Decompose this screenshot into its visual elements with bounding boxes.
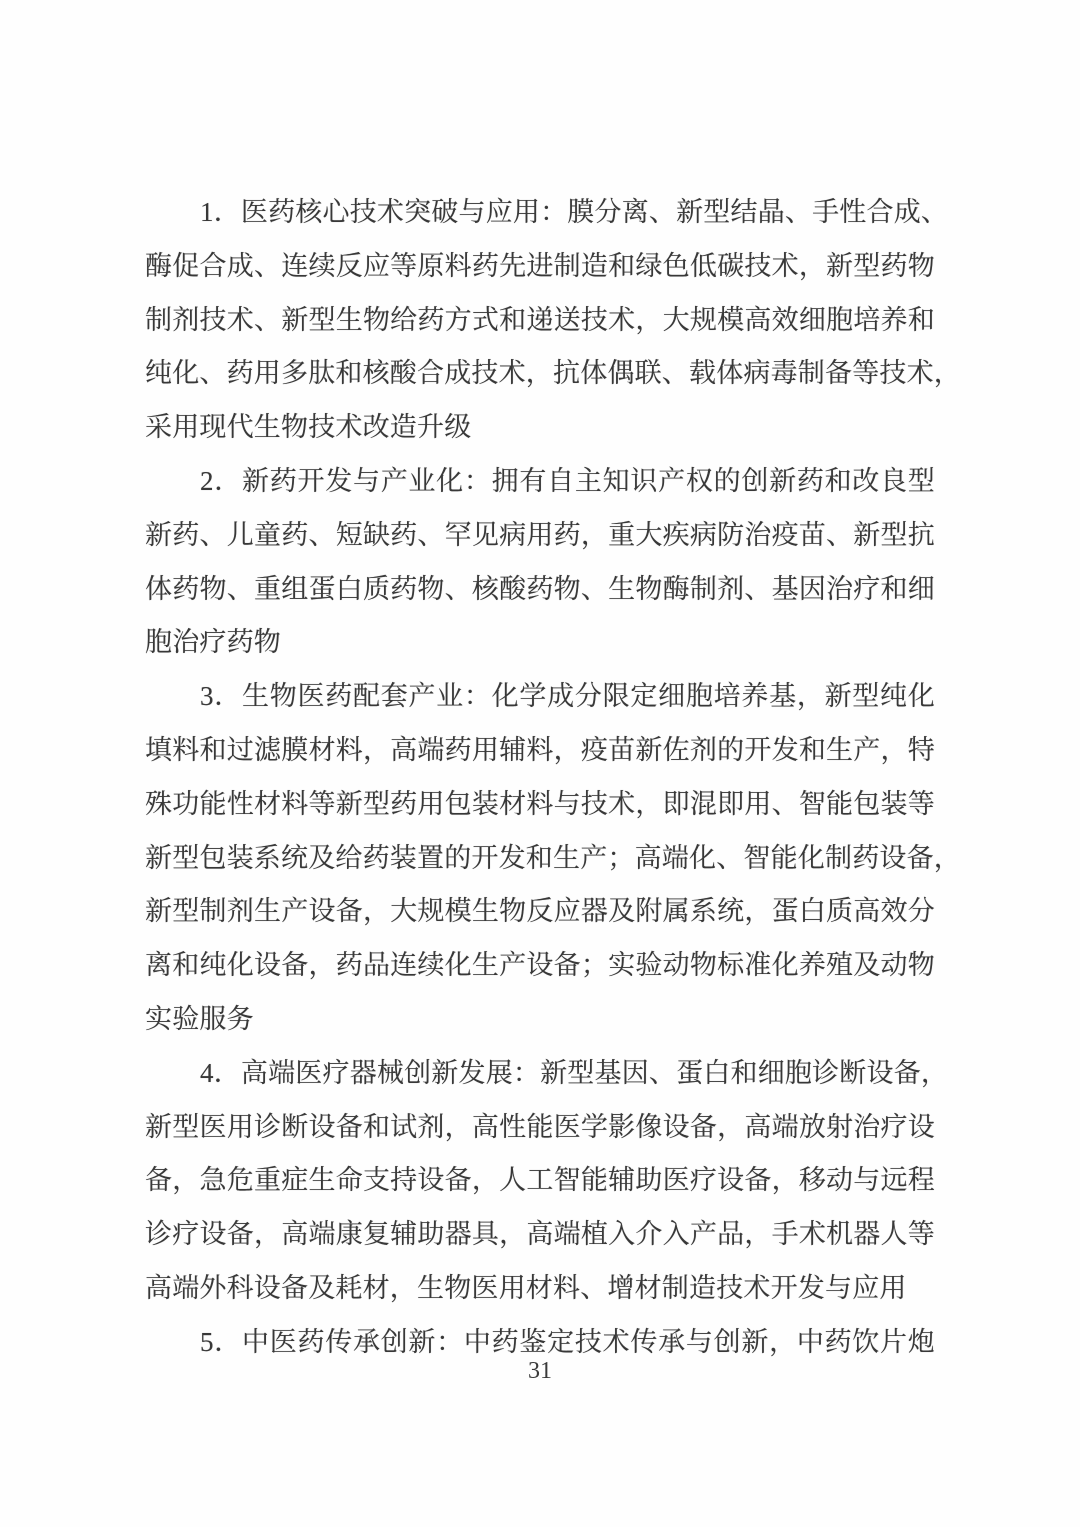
text-line: 新药、儿童药、短缺药、罕见病用药，重大疾病防治疫苗、新型抗 [145,519,935,550]
text-line: 新型医用诊断设备和试剂，高性能医学影像设备，高端放射治疗设 [145,1111,935,1142]
text-line: 3．生物医药配套产业：化学成分限定细胞培养基，新型纯化 [200,681,935,712]
text-line: 5．中医药传承创新：中药鉴定技术传承与创新，中药饮片炮 [200,1326,935,1357]
page-number: 31 [528,1358,552,1384]
text-line: 采用现代生物技术改造升级 [145,412,472,443]
paragraph-3 [145,670,961,1047]
text-line: 填料和过滤膜材料，高端药用辅料，疫苗新佐剂的开发和生产，特 [145,734,935,765]
text-line: 实验服务 [145,1003,254,1034]
text-line: 酶促合成、连续反应等原料药先进制造和绿色低碳技术，新型药物 [145,250,935,281]
paragraph-4 [145,1047,949,1316]
text-line: 4．高端医疗器械创新发展：新型基因、蛋白和细胞诊断设备， [200,1057,949,1088]
text-line: 高端外科设备及耗材，生物医用材料、增材制造技术开发与应用 [145,1272,907,1303]
text-line: 离和纯化设备，药品连续化生产设备；实验动物标准化养殖及动物 [145,950,935,981]
text-line: 诊疗设备，高端康复辅助器具，高端植入介入产品，手术机器人等 [145,1219,935,1250]
text-line: 新型制剂生产设备，大规模生物反应器及附属系统，蛋白质高效分 [145,896,935,927]
document-content [145,186,961,1370]
text-line: 体药物、重组蛋白质药物、核酸药物、生物酶制剂、基因治疗和细 [145,573,935,604]
text-line: 纯化、药用多肽和核酸合成技术，抗体偶联、载体病毒制备等技术， [145,358,961,389]
text-line: 新型包装系统及给药装置的开发和生产；高端化、智能化制药设备， [145,842,961,873]
text-line: 备，急危重症生命支持设备，人工智能辅助医疗设备，移动与远程 [145,1165,935,1196]
text-line: 2．新药开发与产业化：拥有自主知识产权的创新药和改良型 [200,465,935,496]
text-line: 胞治疗药物 [145,627,281,658]
text-line: 制剂技术、新型生物给药方式和递送技术，大规模高效细胞培养和 [145,304,935,335]
paragraph-1 [145,186,961,455]
text-line: 殊功能性材料等新型药用包装材料与技术，即混即用、智能包装等 [145,788,935,819]
paragraph-2 [145,455,935,670]
text-line: 1．医药核心技术突破与应用：膜分离、新型结晶、手性合成、 [200,197,949,227]
